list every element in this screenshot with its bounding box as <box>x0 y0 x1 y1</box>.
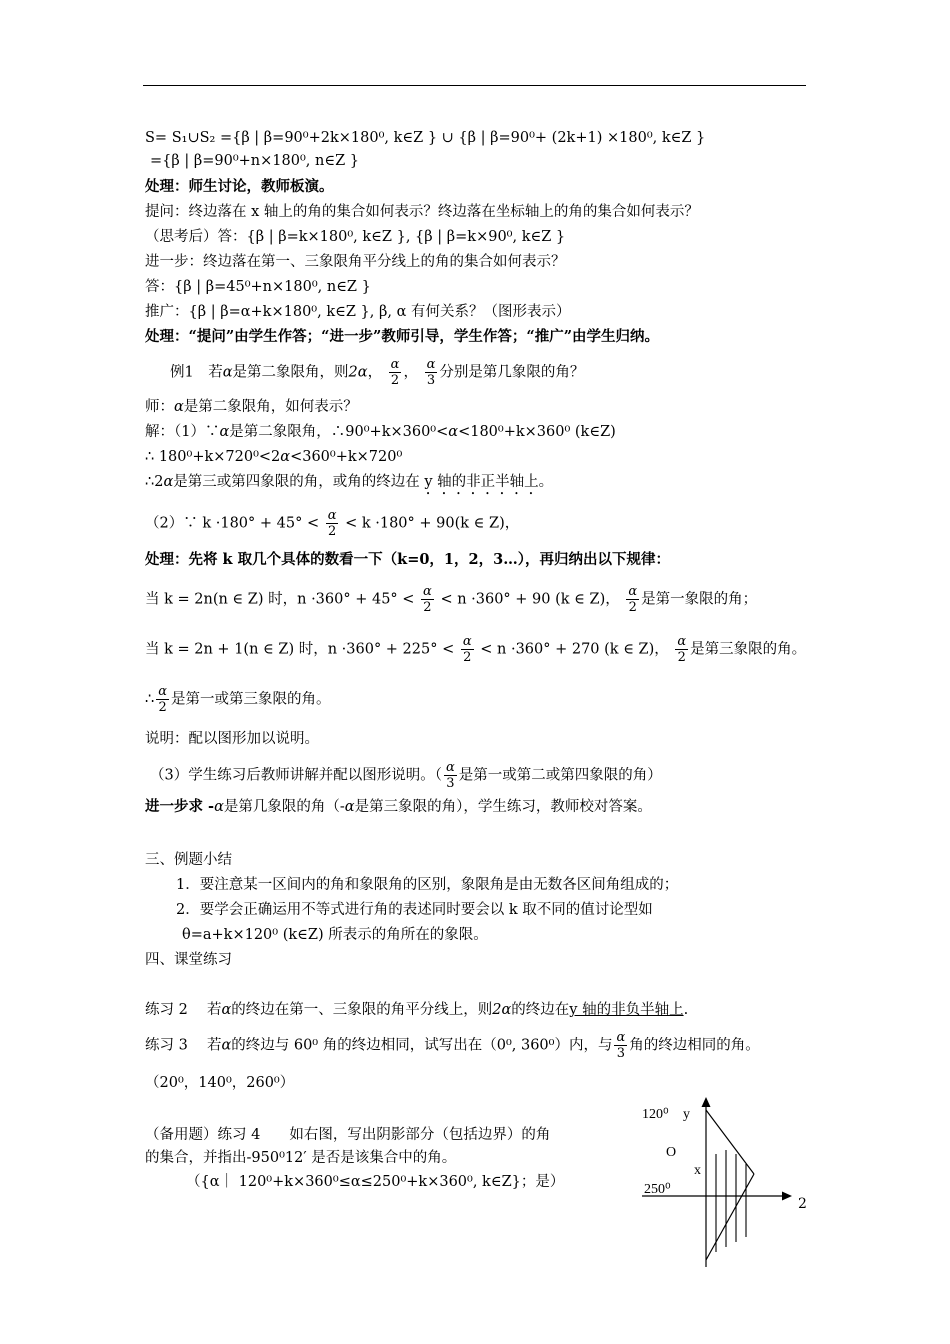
section-3-heading: 三、例题小结 <box>145 852 232 868</box>
teacher-line: 师：α是第二象限角，如何表示？ <box>145 399 358 415</box>
solution-2: ∴ 180⁰+k×720⁰<2α<360⁰+k×720⁰ <box>145 449 403 465</box>
label-origin: O <box>666 1145 677 1160</box>
exercise-4-answer: （{α｜ 120⁰+k×360⁰≤α≤250⁰+k×360⁰, k∈Z}；是） <box>186 1174 565 1190</box>
note-line: 说明：配以图形加以说明。 <box>145 731 319 747</box>
further-answer-line: 答：{β | β=45⁰+n×180⁰, n∈Z } <box>145 279 371 295</box>
set-result-line: ={β | β=90⁰+n×180⁰, n∈Z } <box>150 153 359 169</box>
exercise-4-line-1: （备用题）练习 4 如右图，写出阴影部分（包括边界）的角 <box>145 1127 551 1143</box>
further-negative-line: 进一步求 -α是第几象限的角（-α是第三象限的角），学生练习，教师校对答案。 <box>145 798 652 815</box>
summary-1: 1．要注意某一区间内的角和象限角的区别，象限角是由无数各区间角组成的； <box>176 877 679 893</box>
label-120: 120⁰ <box>642 1107 669 1122</box>
label-x: x <box>694 1163 701 1178</box>
header-rule <box>143 85 806 86</box>
summary-2: 2．要学会正确运用不等式进行角的表述同时要会以 k 取不同的值讨论型如 <box>176 902 653 918</box>
exercise-3-answer: （20⁰，140⁰，260⁰） <box>145 1075 295 1091</box>
exercise-2: 练习 2 若α的终边在第一、三象限的角平分线上，则2α的终边在y 轴的非负半轴上. <box>145 1002 689 1018</box>
part-3-line: （3）学生练习后教师讲解并配以图形说明。（ $\frac{\alpha}{3}$ 是第一或第二或第四象限的角） <box>150 760 662 791</box>
label-y: y <box>683 1107 690 1122</box>
x-axis-arrow <box>782 1192 792 1201</box>
exercise-3: 练习 3 若α的终边与 60⁰ 角的终边相同，试写出在（0⁰, 360⁰）内，与 $\frac{\alpha}{3}$ 角的终边相同的角。 <box>145 1030 760 1061</box>
question-line: 提问：终边落在 x 轴上的角的集合如何表示？终边落在坐标轴上的角的集合如何表示？ <box>145 204 699 220</box>
angle-figure-svg <box>636 1092 806 1272</box>
y-axis-arrow <box>702 1097 711 1107</box>
summary-3: θ=a+k×120⁰ (k∈Z) 所表示的角所在的象限。 <box>182 927 488 943</box>
terminal-side-120 <box>706 1110 754 1174</box>
page-number: 2 <box>798 1196 807 1212</box>
section-4-heading: 四、课堂练习 <box>145 952 232 968</box>
angle-figure <box>636 1092 806 1276</box>
case-odd: 当 k = 2n + 1(n ∈ Z) 时，n ·360° + 225° < $\frac{\alpha}{2}$ < n ·360° + 270 (k ∈ Z)， $\frac{\alpha}{2}$ 是第三象限的角。 <box>145 634 807 665</box>
further-line: 进一步：终边落在第一、三象限角平分线上的角的集合如何表示？ <box>145 254 566 270</box>
process-heading-3: 处理：先将 k 取几个具体的数看一下（k=0，1，2，3…），再归纳出以下规律： <box>145 551 670 568</box>
label-250: 250⁰ <box>644 1182 671 1197</box>
process-heading-1: 处理：师生讨论，教师板演。 <box>145 178 334 195</box>
fraction-alpha-over-3: $\frac{\alpha}{3}$ <box>426 357 436 388</box>
solution-3: ∴2α是第三或第四象限的角，或角的终边在 y 轴的非正半轴上。 <box>145 474 554 490</box>
solution-1: 解：（1）∵α是第二象限角，∴90⁰+k×360⁰<α<180⁰+k×360⁰ (k∈Z) <box>145 424 616 440</box>
terminal-side-250 <box>706 1174 754 1260</box>
case-even: 当 k = 2n(n ∈ Z) 时，n ·360° + 45° < $\frac{\alpha}{2}$ < n ·360° + 90 (k ∈ Z)， $\frac{\alpha}{2}$ 是第一象限的角； <box>145 584 758 615</box>
process-heading-2: 处理：“提问”由学生作答；“进一步”教师引导，学生作答；“推广”由学生归纳。 <box>145 328 660 345</box>
set-union-line: S= S₁∪S₂ ={β | β=90⁰+2k×180⁰, k∈Z } ∪ {β | β=90⁰+ (2k+1) ×180⁰, k∈Z } <box>145 130 706 146</box>
answer-line: （思考后）答：{β | β=k×180⁰, k∈Z }, {β | β=k×90⁰, k∈Z } <box>145 229 566 245</box>
part-2-inequality: （2）∵ k ·180° + 45° < $\frac{\alpha}{2}$ < k ·180° + 90(k ∈ Z)， <box>145 508 520 539</box>
result-line: ∴ $\frac{\alpha}{2}$ 是第一或第三象限的角。 <box>145 684 331 715</box>
fraction-alpha-over-2: $\frac{\alpha}{2}$ <box>390 357 400 388</box>
example-1: 例1 若α是第二象限角，则2α， $\frac{\alpha}{2}$ ， $\frac{\alpha}{3}$ 分别是第几象限的角？ <box>170 357 585 388</box>
generalize-line: 推广：{β | β=α+k×180⁰, k∈Z }, β, α 有何关系？（图形表示） <box>145 304 571 320</box>
exercise-4-line-2: 的集合，并指出-950⁰12′ 是否是该集合中的角。 <box>145 1150 457 1166</box>
